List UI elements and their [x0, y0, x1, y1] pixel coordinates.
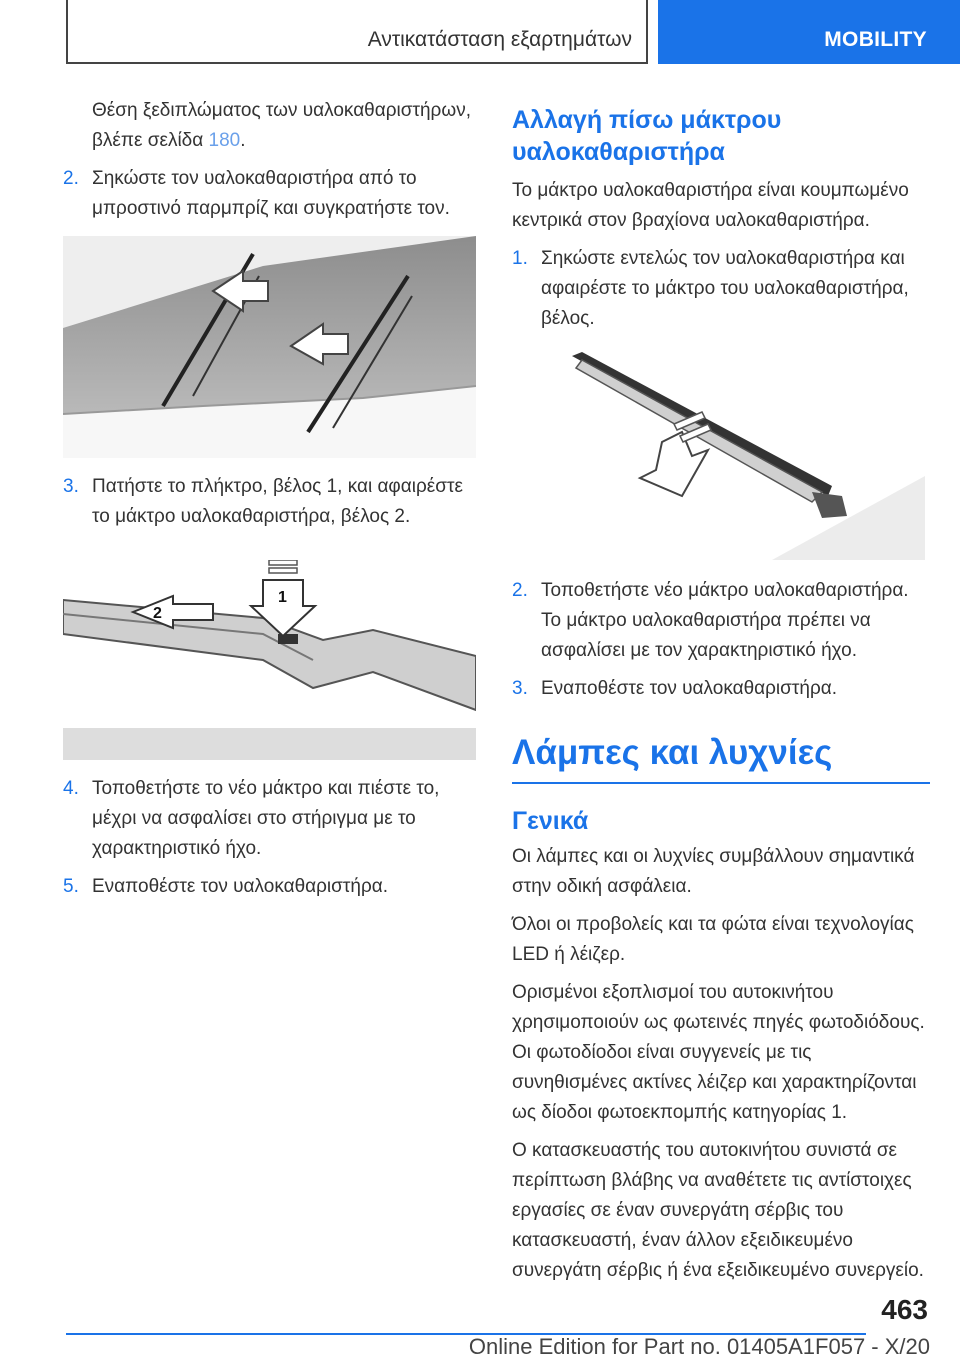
step-5 [63, 872, 476, 902]
chapter-heading: Λάμπες και λυχνίες [512, 732, 930, 784]
right-column [512, 104, 930, 1294]
step-text: Σηκώστε τον υαλοκαθαριστήρα από το μπροστινό παρμπρίζ και συγκρατήστε τον. [92, 168, 450, 219]
wiper-blade-release-figure [63, 560, 476, 760]
intro-text: Θέση ξεδιπλώματος των υαλοκαθαριστήρων, βλέπε σελίδα [92, 100, 471, 151]
page-header [0, 0, 960, 66]
left-column [63, 96, 476, 910]
intro-end: . [240, 130, 246, 151]
blade-illustration [63, 560, 476, 760]
step-text: Τοποθετήστε νέο μάκτρο υαλοκαθαριστήρα. Το μάκτρο υαλοκαθαριστήρα πρέπει να ασφαλίσει με τον χαρακτηριστικό ήχο. [541, 580, 909, 661]
step-2 [63, 164, 476, 224]
step-text: Εναποθέστε τον υαλοκαθαριστήρα. [541, 678, 838, 699]
paragraph: Ο κατασκευαστής του αυτοκινήτου συνιστά σε περίπτωση βλάβης να αναθέτετε τις αντίστοιχες εργασίες σε έναν συνεργάτη σέρβις του κατασκευαστή, έναν άλλον εξειδικευμένο συνεργάτη σέρβις ή ένα εξειδικευμένο συνεργείο. [512, 1140, 924, 1281]
section-intro: Το μάκτρο υαλοκαθαριστήρα είναι κουμπωμένο κεντρικά στον βραχίονα υαλοκαθαριστήρα. [512, 180, 909, 231]
rear-wiper-figure [512, 346, 925, 560]
step-number: 2. [512, 580, 528, 601]
page-number: 463 [881, 1294, 928, 1325]
rear-step-1 [512, 244, 930, 334]
paragraph: Οι λάμπες και οι λυχνίες συμβάλλουν σημαντικά στην οδική ασφάλεια. [512, 846, 915, 897]
sub-heading: Γενικά [512, 807, 589, 835]
step-text: Τοποθετήστε το νέο μάκτρο και πιέστε το, μέχρι να ασφαλίσει στο στήριγμα με το χαρακτηριστικό ήχο. [92, 778, 440, 859]
chapter-tab[interactable] [658, 0, 960, 64]
step-number: 2. [63, 168, 79, 189]
section-title-box [66, 0, 648, 64]
section-heading: Αλλαγή πίσω μάκτρου υαλοκαθαριστήρα [512, 106, 782, 166]
paragraph: Όλοι οι προβολείς και τα φώτα είναι τεχνολογίας LED ή λέιζερ. [512, 914, 914, 965]
paragraph: Ορισμένοι εξοπλισμοί του αυτοκινήτου χρησιμοποιούν ως φωτεινές πηγές φωτοδιόδους. Οι φωτοδίοδοι είναι συγγενείς με τις συνηθισμένες ακτίνες λέιζερ και χαρακτηρίζονται ως δίοδοι φωτοεκπομπής κατηγορίας 1. [512, 982, 925, 1123]
step-number: 1. [512, 248, 528, 269]
rear-step-2 [512, 576, 930, 666]
step-number: 3. [63, 476, 79, 497]
edition-footer: Online Edition for Part no. 01405A1F057 - X/20 [468, 1334, 930, 1359]
wiper-windshield-figure [63, 236, 476, 458]
rear-step-3 [512, 674, 930, 704]
rear-wiper-illustration [512, 346, 925, 560]
step-number: 4. [63, 778, 79, 799]
step-text: Πατήστε το πλήκτρο, βέλος 1, και αφαιρέστε το μάκτρο υαλοκαθαριστήρα, βέλος 2. [92, 476, 463, 527]
arrow-label-2: 2 [153, 605, 162, 622]
intro-paragraph [63, 96, 476, 156]
page-link[interactable]: 180 [208, 130, 241, 151]
step-text: Εναποθέστε τον υαλοκαθαριστήρα. [92, 876, 389, 897]
step-number: 5. [63, 876, 79, 897]
arrow-label-1: 1 [278, 589, 287, 606]
chapter-tab-label: MOBILITY [824, 28, 927, 51]
step-3 [63, 472, 476, 532]
windshield-illustration [63, 236, 476, 458]
step-4 [63, 774, 476, 864]
section-title: Αντικατάσταση εξαρτημάτων [367, 28, 632, 51]
step-number: 3. [512, 678, 528, 699]
step-text: Σηκώστε εντελώς τον υαλοκαθαριστήρα και αφαιρέστε το μάκτρο του υαλοκαθαριστήρα, βέλος. [541, 248, 909, 329]
